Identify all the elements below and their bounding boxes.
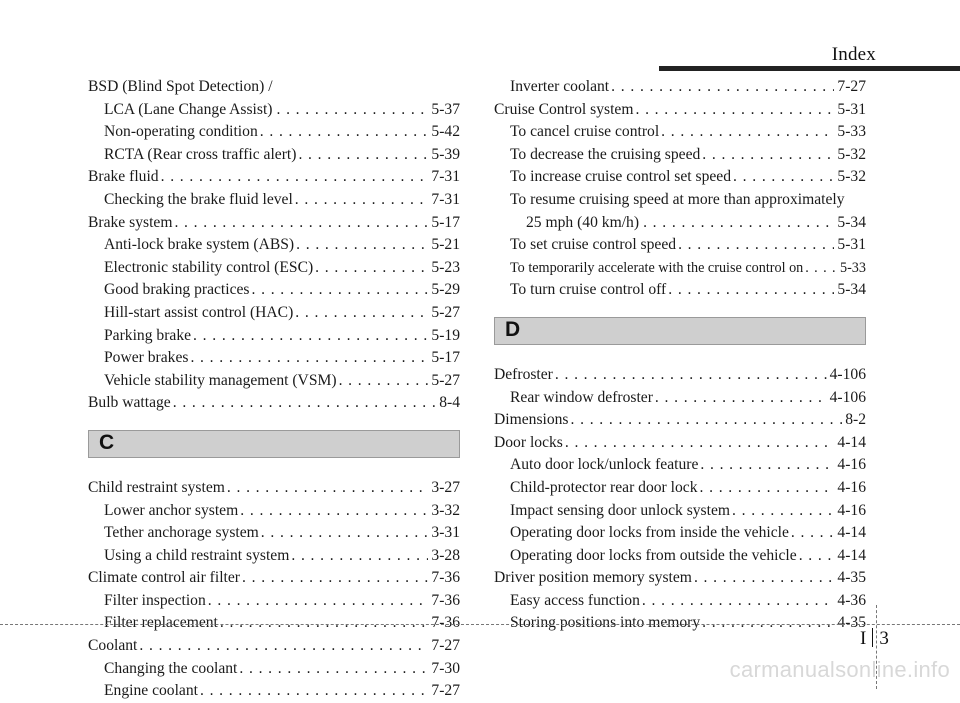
index-entry-label: Dimensions xyxy=(494,411,569,429)
index-entry xyxy=(494,234,866,257)
index-entry xyxy=(88,166,460,189)
dot-leader xyxy=(295,302,428,325)
index-entry-label: Door locks xyxy=(494,433,563,451)
index-entry-label: Coolant xyxy=(88,637,138,655)
dot-leader xyxy=(260,121,429,144)
dot-leader xyxy=(791,522,835,545)
index-entry-label: Auto door lock/unlock feature xyxy=(510,456,699,474)
index-entry xyxy=(494,522,866,545)
dot-leader xyxy=(694,567,834,590)
dot-leader xyxy=(174,212,428,235)
index-entry-page: 4-16 xyxy=(837,456,866,474)
index-entry-label: Storing positions into memory xyxy=(510,614,701,632)
index-entry-page: 5-39 xyxy=(431,145,460,163)
index-entry xyxy=(88,302,460,325)
dot-leader xyxy=(642,590,835,613)
index-entry-label: To increase cruise control set speed xyxy=(510,168,732,186)
index-entry-page: 5-34 xyxy=(837,281,866,299)
page-number-separator xyxy=(872,628,873,647)
index-entry-label: Vehicle stability management (VSM) xyxy=(104,371,337,389)
index-entry-page: 3-31 xyxy=(431,524,460,542)
index-entry-label: Rear window defroster xyxy=(510,388,653,406)
index-entry xyxy=(88,212,460,235)
index-entry-page: 5-27 xyxy=(431,303,460,321)
index-entry-page: 4-106 xyxy=(829,365,866,383)
dot-leader xyxy=(700,477,835,500)
index-entry-page: 5-19 xyxy=(431,326,460,344)
index-entry-label: Inverter coolant xyxy=(510,78,610,95)
header-rule xyxy=(659,66,960,71)
index-entry xyxy=(88,500,460,523)
index-entry xyxy=(494,545,866,568)
index-entry-page: 7-27 xyxy=(837,78,866,95)
index-entry-line xyxy=(494,189,866,212)
dot-leader xyxy=(315,257,428,280)
index-entry-label: Power brakes xyxy=(104,349,189,367)
index-entry-page: 8-2 xyxy=(845,411,866,429)
index-entry xyxy=(88,189,460,212)
dot-leader xyxy=(571,409,843,432)
index-entry xyxy=(88,257,460,280)
index-entry xyxy=(494,500,866,523)
index-entry xyxy=(88,144,460,167)
dot-leader xyxy=(276,99,428,122)
dot-leader xyxy=(200,680,428,703)
index-entry-page: 5-17 xyxy=(431,349,460,367)
index-group-d xyxy=(494,364,866,635)
dot-leader xyxy=(296,234,428,257)
index-entry xyxy=(494,567,866,590)
index-entry-page: 5-31 xyxy=(837,100,866,118)
dot-leader xyxy=(799,545,835,568)
dot-leader xyxy=(295,189,429,212)
index-entry xyxy=(88,545,460,568)
dot-leader xyxy=(298,144,428,167)
dot-leader xyxy=(339,370,429,393)
index-entry-label: Impact sensing door unlock system xyxy=(510,501,731,519)
index-entry-label: Parking brake xyxy=(104,326,192,344)
index-entry-page: 5-32 xyxy=(837,145,866,163)
index-entry-label: Filter inspection xyxy=(104,591,206,609)
dot-leader xyxy=(193,325,428,348)
page-number-value: 3 xyxy=(879,628,889,649)
index-entry-label: Defroster xyxy=(494,365,553,383)
section-letter: C xyxy=(99,430,115,454)
index-entry xyxy=(88,234,460,257)
index-entry xyxy=(494,166,866,189)
index-entry-page: 4-16 xyxy=(837,478,866,496)
index-entry xyxy=(494,121,866,144)
index-entry-label: Filter replacement xyxy=(104,614,218,632)
index-entry-page: 4-35 xyxy=(837,614,866,632)
dot-leader xyxy=(700,454,834,477)
index-entry-label: To temporarily accelerate with the cruise control on xyxy=(510,259,804,276)
dot-leader xyxy=(678,234,834,257)
index-entry-page: 4-14 xyxy=(837,546,866,564)
dot-leader xyxy=(227,477,429,500)
index-entry-page: 4-16 xyxy=(837,501,866,519)
index-entry-label: Electronic stability control (ESC) xyxy=(104,258,314,276)
index-entry xyxy=(88,347,460,370)
dot-leader xyxy=(702,144,834,167)
index-entry-page: 5-37 xyxy=(431,100,460,118)
index-entry-label: Lower anchor system xyxy=(104,501,239,519)
index-entry-page: 7-27 xyxy=(431,637,460,655)
index-entry xyxy=(494,144,866,167)
index-entry-label: To turn cruise control off xyxy=(510,281,667,299)
watermark-text: carmanualsonline.info xyxy=(729,657,950,682)
index-entry-label: Brake system xyxy=(88,213,173,231)
index-entry-page: 5-42 xyxy=(431,123,460,141)
dot-leader xyxy=(173,392,436,415)
page-section-letter: I xyxy=(860,628,867,649)
index-entry xyxy=(88,680,460,703)
index-entry-page: 3-28 xyxy=(431,546,460,564)
index-entry-page: 4-106 xyxy=(829,388,866,406)
section-header-d xyxy=(494,317,866,345)
index-entry-page: 4-14 xyxy=(837,433,866,451)
dot-leader xyxy=(635,99,834,122)
index-entry-page: 3-32 xyxy=(431,501,460,519)
index-entry-label: To cancel cruise control xyxy=(510,123,660,141)
index-entry-label: Anti-lock brake system (ABS) xyxy=(104,236,295,254)
index-entry-page: 4-36 xyxy=(837,591,866,609)
dot-leader xyxy=(805,257,837,280)
index-entry-label: Good braking practices xyxy=(104,281,250,299)
dot-leader xyxy=(643,212,834,235)
index-column-left xyxy=(88,76,460,703)
index-entry-page: 5-17 xyxy=(431,213,460,231)
footer-rule xyxy=(0,624,960,625)
index-entry xyxy=(88,370,460,393)
dot-leader xyxy=(161,166,429,189)
index-entry-label: Hill-start assist control (HAC) xyxy=(104,303,294,321)
index-entry xyxy=(88,392,460,415)
index-entry xyxy=(88,279,460,302)
dot-leader xyxy=(611,76,834,99)
index-entry xyxy=(88,635,460,658)
index-entry-page: 7-31 xyxy=(431,168,460,186)
index-entry xyxy=(88,522,460,545)
index-entry-label: Operating door locks from inside the vehicle xyxy=(510,524,789,542)
index-column-right xyxy=(494,76,866,635)
index-entry-label: Checking the brake fluid level xyxy=(104,190,293,208)
index-entry xyxy=(88,121,460,144)
index-entry xyxy=(88,325,460,348)
index-entry-label: Child-protector rear door lock xyxy=(510,478,698,496)
index-entry-label: Child restraint system xyxy=(88,478,225,496)
index-entry-page: 4-35 xyxy=(837,569,866,587)
index-entry xyxy=(88,567,460,590)
dot-leader xyxy=(261,522,429,545)
index-group-c-continued xyxy=(494,76,866,302)
index-entry-page: 5-33 xyxy=(837,123,866,141)
dot-leader xyxy=(242,567,428,590)
index-entry xyxy=(494,99,866,122)
index-entry-page: 5-33 xyxy=(839,259,866,276)
dot-leader xyxy=(139,635,428,658)
index-entry-label: LCA (Lane Change Assist) xyxy=(104,100,273,118)
index-entry-label: Brake fluid xyxy=(88,168,159,186)
index-entry-label: 25 mph (40 km/h) xyxy=(526,213,640,231)
index-entry xyxy=(494,212,866,235)
dot-leader xyxy=(733,166,834,189)
index-entry xyxy=(494,257,866,280)
index-entry xyxy=(494,432,866,455)
index-entry-page: 5-32 xyxy=(837,168,866,186)
index-entry-page: 5-29 xyxy=(431,281,460,299)
index-entry xyxy=(494,477,866,500)
index-entry-label: Non-operating condition xyxy=(104,123,258,141)
index-entry-page: 7-31 xyxy=(431,190,460,208)
index-entry-label: To decrease the cruising speed xyxy=(510,145,701,163)
index-entry-page: 7-30 xyxy=(431,659,460,677)
index-entry xyxy=(88,590,460,613)
dot-leader xyxy=(252,279,429,302)
index-entry xyxy=(88,477,460,500)
index-entry-label: Tether anchorage system xyxy=(104,524,259,542)
index-entry-label: Easy access function xyxy=(510,591,640,609)
index-entry-label: Driver position memory system xyxy=(494,569,692,587)
index-entry-label: BSD (Blind Spot Detection) / xyxy=(88,78,273,95)
index-entry-label: Operating door locks from outside the vehicle xyxy=(510,546,797,564)
index-entry-page: 3-27 xyxy=(431,478,460,496)
index-entry xyxy=(494,279,866,302)
dot-leader xyxy=(208,590,429,613)
index-group-c xyxy=(88,477,460,703)
index-entry-label: Changing the coolant xyxy=(104,659,238,677)
index-entry-page: 5-27 xyxy=(431,371,460,389)
index-entry-page: 5-21 xyxy=(431,236,460,254)
index-entry-line xyxy=(88,76,460,99)
dot-leader xyxy=(190,347,428,370)
index-entry xyxy=(494,409,866,432)
index-entry xyxy=(88,658,460,681)
index-entry-page: 8-4 xyxy=(439,394,460,412)
index-entry xyxy=(494,76,866,99)
section-letter: D xyxy=(505,317,521,341)
dot-leader xyxy=(668,279,834,302)
index-entry-page: 7-36 xyxy=(431,614,460,632)
page-number xyxy=(860,628,889,650)
index-entry xyxy=(494,454,866,477)
index-entry xyxy=(88,99,460,122)
index-entry-page: 7-36 xyxy=(431,569,460,587)
dot-leader xyxy=(555,364,827,387)
dot-leader xyxy=(239,658,428,681)
index-entry-page: 7-36 xyxy=(431,591,460,609)
dot-leader xyxy=(732,500,834,523)
index-entry-page: 5-31 xyxy=(837,236,866,254)
index-entry-label: Climate control air filter xyxy=(88,569,240,587)
index-entry-label: Engine coolant xyxy=(104,682,198,700)
dot-leader xyxy=(655,387,827,410)
dot-leader xyxy=(661,121,834,144)
index-entry-page: 7-27 xyxy=(431,682,460,700)
index-entry-label: Using a child restraint system xyxy=(104,546,290,564)
dot-leader xyxy=(565,432,835,455)
index-entry-page: 5-23 xyxy=(431,258,460,276)
index-entry xyxy=(494,590,866,613)
page-header-title: Index xyxy=(831,44,876,65)
index-entry-label: Bulb wattage xyxy=(88,394,171,412)
index-entry-label: RCTA (Rear cross traffic alert) xyxy=(104,145,297,163)
dot-leader xyxy=(240,500,428,523)
section-header-c xyxy=(88,430,460,458)
index-group-b xyxy=(88,76,460,415)
dot-leader xyxy=(291,545,428,568)
index-entry-label: Cruise Control system xyxy=(494,100,634,118)
index-entry-label: To set cruise control speed xyxy=(510,236,677,254)
index-entry-page: 5-34 xyxy=(837,213,866,231)
index-entry-page: 4-14 xyxy=(837,524,866,542)
index-entry xyxy=(494,387,866,410)
index-entry xyxy=(494,364,866,387)
index-entry-label: To resume cruising speed at more than approximately xyxy=(510,190,845,208)
